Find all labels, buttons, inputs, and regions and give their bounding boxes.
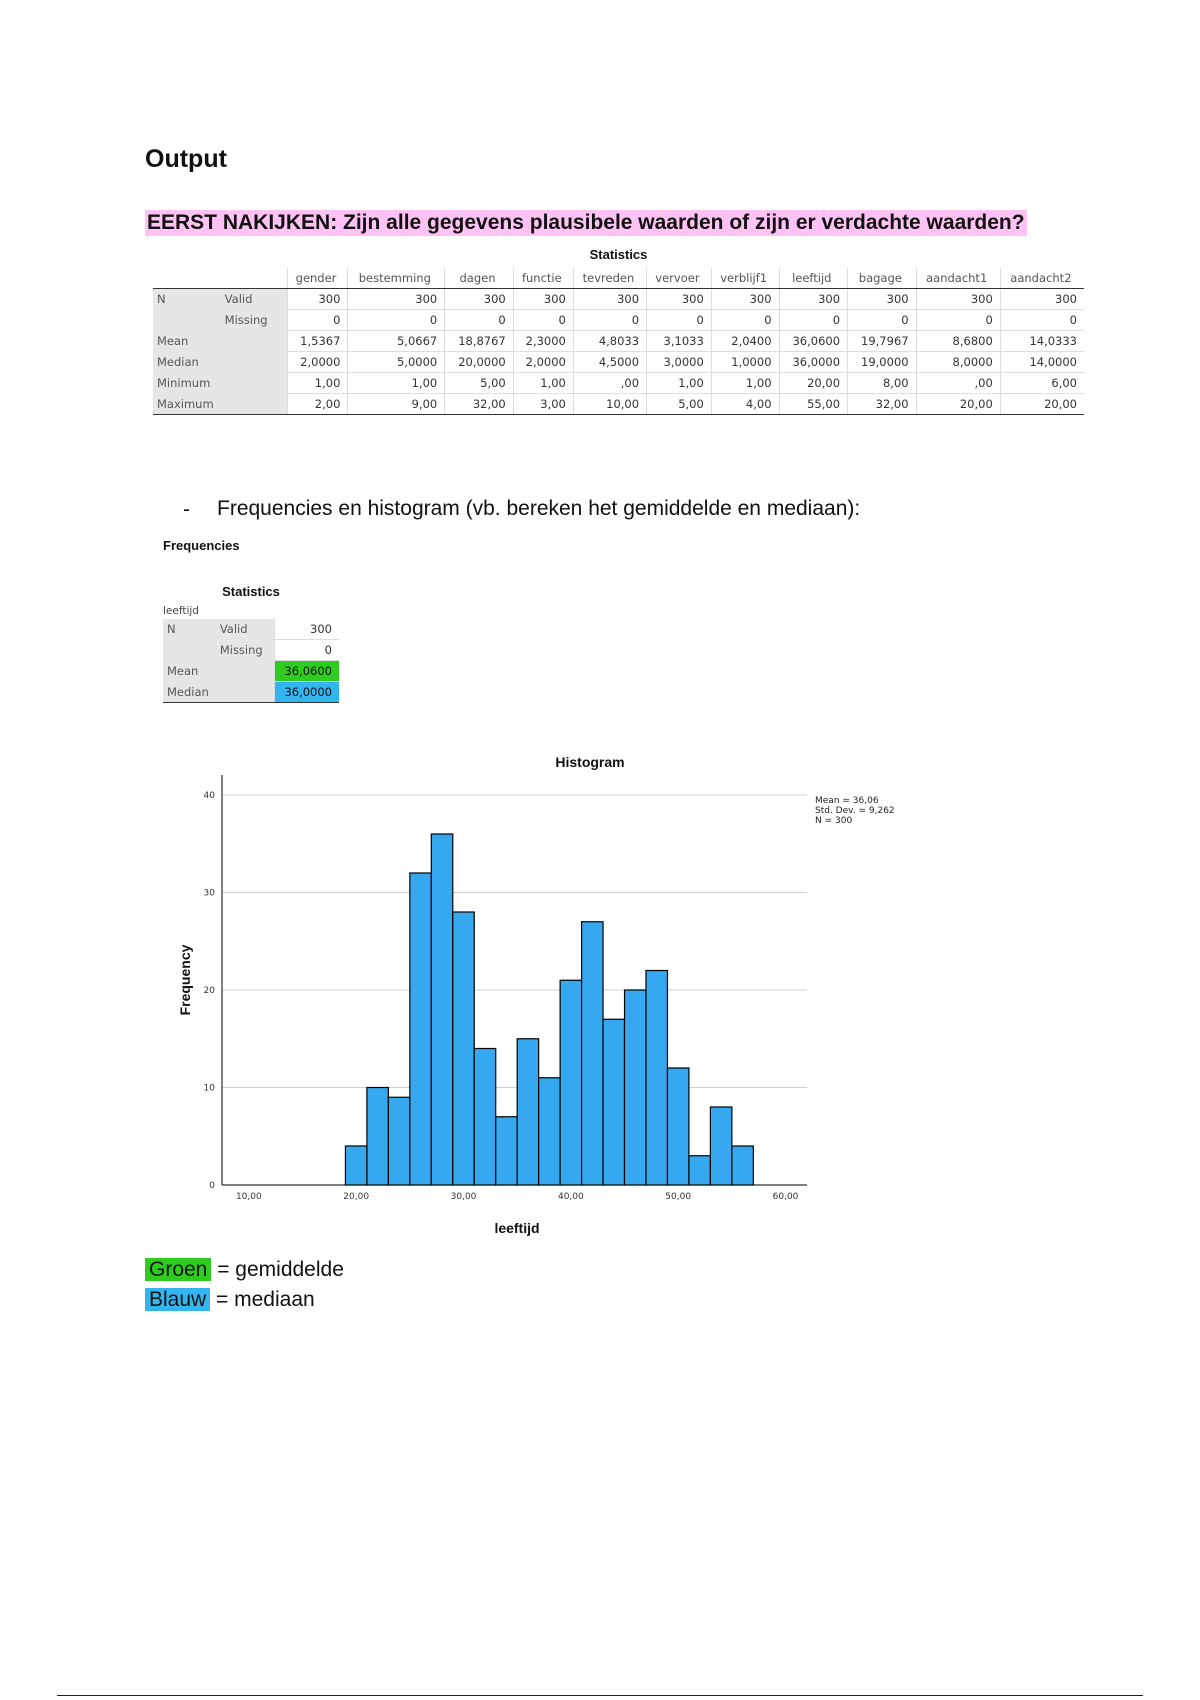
- column-header: dagen: [445, 268, 514, 289]
- table-cell: 55,00: [779, 394, 848, 415]
- table-cell: 20,00: [779, 373, 848, 394]
- row-sub-label: [216, 682, 275, 703]
- x-tick-label: 20,00: [343, 1192, 370, 1202]
- legend-blue: [145, 1288, 315, 1312]
- table-cell: 0: [711, 310, 779, 331]
- y-tick-label: 20: [203, 986, 215, 996]
- table-cell: 19,0000: [848, 352, 917, 373]
- table-cell: 5,00: [445, 373, 514, 394]
- y-tick-label: 40: [203, 791, 215, 801]
- table-cell: 19,7967: [848, 331, 917, 352]
- row-sub-label: [221, 331, 288, 352]
- table-cell: 36,0600: [779, 331, 848, 352]
- histogram-chart: [160, 745, 920, 1245]
- histogram-bar: [732, 1146, 753, 1185]
- statistics-table-block: [153, 247, 1084, 415]
- histogram-bar: [367, 1088, 388, 1186]
- table-cell: 32,00: [848, 394, 917, 415]
- x-tick-label: 40,00: [557, 1192, 584, 1202]
- frequencies-variable: leeftijd: [163, 605, 199, 617]
- histogram-bar: [646, 971, 667, 1186]
- frequencies-caption: Statistics: [222, 584, 280, 599]
- frequencies-title: Frequencies: [163, 538, 240, 553]
- histogram-bar: [431, 834, 452, 1185]
- column-header: bagage: [848, 268, 917, 289]
- column-header: leeftijd: [779, 268, 848, 289]
- row-group-label: Mean: [153, 331, 221, 352]
- table-cell: 300: [445, 289, 514, 310]
- x-tick-label: 30,00: [450, 1192, 477, 1202]
- histogram-bar: [453, 912, 474, 1185]
- table-cell: 0: [848, 310, 917, 331]
- table-cell: 2,0000: [513, 352, 573, 373]
- table-cell: 32,00: [445, 394, 514, 415]
- row-sub-label: Missing: [216, 640, 275, 661]
- row-sub-label: [216, 661, 275, 682]
- row-group-label: Minimum: [153, 373, 221, 394]
- column-header: tevreden: [573, 268, 646, 289]
- x-tick-label: 50,00: [665, 1192, 692, 1202]
- histogram-bar: [603, 1019, 624, 1185]
- column-header: bestemming: [348, 268, 445, 289]
- table-cell: 1,00: [513, 373, 573, 394]
- y-tick-label: 10: [203, 1083, 215, 1094]
- table-cell: 0: [445, 310, 514, 331]
- table-cell: 300: [1000, 289, 1084, 310]
- table-cell: 8,00: [848, 373, 917, 394]
- table-cell: 1,0000: [711, 352, 779, 373]
- histogram-bar: [517, 1039, 538, 1185]
- table-cell: 0: [275, 640, 339, 661]
- row-group-label: N: [163, 619, 216, 640]
- header-blank: [153, 268, 287, 289]
- table-cell: 36,0000: [779, 352, 848, 373]
- table-cell: 2,0400: [711, 331, 779, 352]
- row-group-label: Maximum: [153, 394, 221, 415]
- row-sub-label: [221, 373, 288, 394]
- table-cell: 5,0667: [348, 331, 445, 352]
- table-row: [163, 619, 339, 640]
- row-group-label: Median: [163, 682, 216, 703]
- table-cell: 0: [916, 310, 1000, 331]
- legend-blue-swatch: Blauw: [145, 1288, 210, 1311]
- x-tick-label: 60,00: [772, 1192, 799, 1202]
- table-cell: 1,00: [711, 373, 779, 394]
- table-cell: 1,00: [348, 373, 445, 394]
- table-cell: 0: [779, 310, 848, 331]
- table-cell: ,00: [916, 373, 1000, 394]
- table-cell: ,00: [573, 373, 646, 394]
- footer-rule: [57, 1695, 1143, 1696]
- histogram-bar: [539, 1078, 560, 1185]
- row-group-label: [163, 640, 216, 661]
- table-cell: 0: [513, 310, 573, 331]
- histogram-grid: [222, 795, 807, 1088]
- table-cell: 18,8767: [445, 331, 514, 352]
- mean-value-highlight: 36,0600: [275, 661, 339, 682]
- row-sub-label: [221, 352, 288, 373]
- table-row: [153, 394, 1084, 415]
- table-row: [163, 640, 339, 661]
- row-group-label: N: [153, 289, 221, 310]
- histogram-bar: [388, 1097, 409, 1185]
- table-cell: 9,00: [348, 394, 445, 415]
- table-cell: 300: [573, 289, 646, 310]
- table-cell: 300: [779, 289, 848, 310]
- table-cell: 2,0000: [287, 352, 348, 373]
- table-row: [153, 331, 1084, 352]
- table-cell: 20,00: [916, 394, 1000, 415]
- histogram-bar: [345, 1146, 366, 1185]
- table-row: [153, 373, 1084, 394]
- table-cell: 6,00: [1000, 373, 1084, 394]
- histogram-bar: [689, 1156, 710, 1185]
- table-cell: 3,1033: [647, 331, 712, 352]
- table-cell: 0: [287, 310, 348, 331]
- histogram-bar: [667, 1068, 688, 1185]
- table-row: [163, 682, 339, 703]
- column-header: verblijf1: [711, 268, 779, 289]
- table-cell: 300: [275, 619, 339, 640]
- frequencies-table: [163, 619, 339, 703]
- y-tick-label: 30: [203, 888, 215, 899]
- table-cell: 300: [848, 289, 917, 310]
- table-cell: 0: [1000, 310, 1084, 331]
- column-header: aandacht1: [916, 268, 1000, 289]
- histogram-x-label: leeftijd: [494, 1220, 540, 1236]
- legend-green: [145, 1258, 344, 1282]
- table-cell: 2,00: [287, 394, 348, 415]
- table-cell: 300: [711, 289, 779, 310]
- row-sub-label: [221, 394, 288, 415]
- histogram-bar: [710, 1107, 731, 1185]
- table-cell: 1,00: [647, 373, 712, 394]
- table-cell: 300: [647, 289, 712, 310]
- histogram-bar: [496, 1117, 517, 1185]
- row-group-label: Mean: [163, 661, 216, 682]
- column-header: functie: [513, 268, 573, 289]
- table-cell: 300: [916, 289, 1000, 310]
- column-header: gender: [287, 268, 348, 289]
- table-cell: 4,5000: [573, 352, 646, 373]
- x-tick-label: 10,00: [235, 1192, 262, 1202]
- stats-box-line: Std. Dev. = 9,262: [815, 806, 895, 816]
- histogram-y-label: Frequency: [177, 944, 193, 1016]
- table-cell: 8,0000: [916, 352, 1000, 373]
- frequencies-table-block: [163, 584, 339, 703]
- column-header: vervoer: [647, 268, 712, 289]
- table-cell: 2,3000: [513, 331, 573, 352]
- table-cell: 0: [647, 310, 712, 331]
- stats-box-line: Mean = 36,06: [815, 796, 879, 806]
- histogram-bar: [560, 980, 581, 1185]
- histogram-title: Histogram: [555, 754, 625, 770]
- table-row: [163, 661, 339, 682]
- table-cell: 300: [287, 289, 348, 310]
- table-cell: 0: [573, 310, 646, 331]
- table-cell: 1,5367: [287, 331, 348, 352]
- histogram-bar: [410, 873, 431, 1185]
- bullet-text: Frequencies en histogram (vb. bereken het gemiddelde en mediaan):: [217, 497, 861, 520]
- table-cell: 14,0000: [1000, 352, 1084, 373]
- column-header: aandacht2: [1000, 268, 1084, 289]
- row-group-label: [153, 310, 221, 331]
- table-cell: 300: [348, 289, 445, 310]
- bullet-dash: -: [183, 498, 190, 521]
- row-group-label: Median: [153, 352, 221, 373]
- histogram-bars: [345, 834, 753, 1185]
- table-cell: 10,00: [573, 394, 646, 415]
- table-cell: 20,0000: [445, 352, 514, 373]
- table-cell: 14,0333: [1000, 331, 1084, 352]
- table-row: [153, 289, 1084, 310]
- table-cell: 1,00: [287, 373, 348, 394]
- table-cell: 20,00: [1000, 394, 1084, 415]
- table-cell: 3,0000: [647, 352, 712, 373]
- table-cell: 8,6800: [916, 331, 1000, 352]
- median-value-highlight: 36,0000: [275, 682, 339, 703]
- statistics-table: [153, 268, 1084, 415]
- row-sub-label: Valid: [221, 289, 288, 310]
- table-cell: 4,8033: [573, 331, 646, 352]
- legend-green-swatch: Groen: [145, 1258, 211, 1281]
- page-heading: Output: [145, 145, 227, 173]
- legend-blue-text: = mediaan: [210, 1288, 315, 1311]
- table-row: [153, 310, 1084, 331]
- statistics-caption: Statistics: [589, 247, 648, 262]
- table-cell: 300: [513, 289, 573, 310]
- legend-green-text: = gemiddelde: [211, 1258, 344, 1281]
- table-cell: 3,00: [513, 394, 573, 415]
- row-sub-label: Missing: [221, 310, 288, 331]
- y-tick-label: 0: [209, 1181, 215, 1191]
- table-row: [153, 352, 1084, 373]
- check-heading: EERST NAKIJKEN: Zijn alle gegevens plausibele waarden of zijn er verdachte waarden?: [147, 211, 1025, 234]
- table-cell: 5,0000: [348, 352, 445, 373]
- histogram-bar: [582, 922, 603, 1185]
- table-cell: 0: [348, 310, 445, 331]
- stats-box-line: N = 300: [815, 816, 853, 826]
- histogram-stats-box: [815, 796, 895, 826]
- histogram-bar: [625, 990, 646, 1185]
- table-cell: 5,00: [647, 394, 712, 415]
- table-cell: 4,00: [711, 394, 779, 415]
- histogram-bar: [474, 1049, 495, 1186]
- row-sub-label: Valid: [216, 619, 275, 640]
